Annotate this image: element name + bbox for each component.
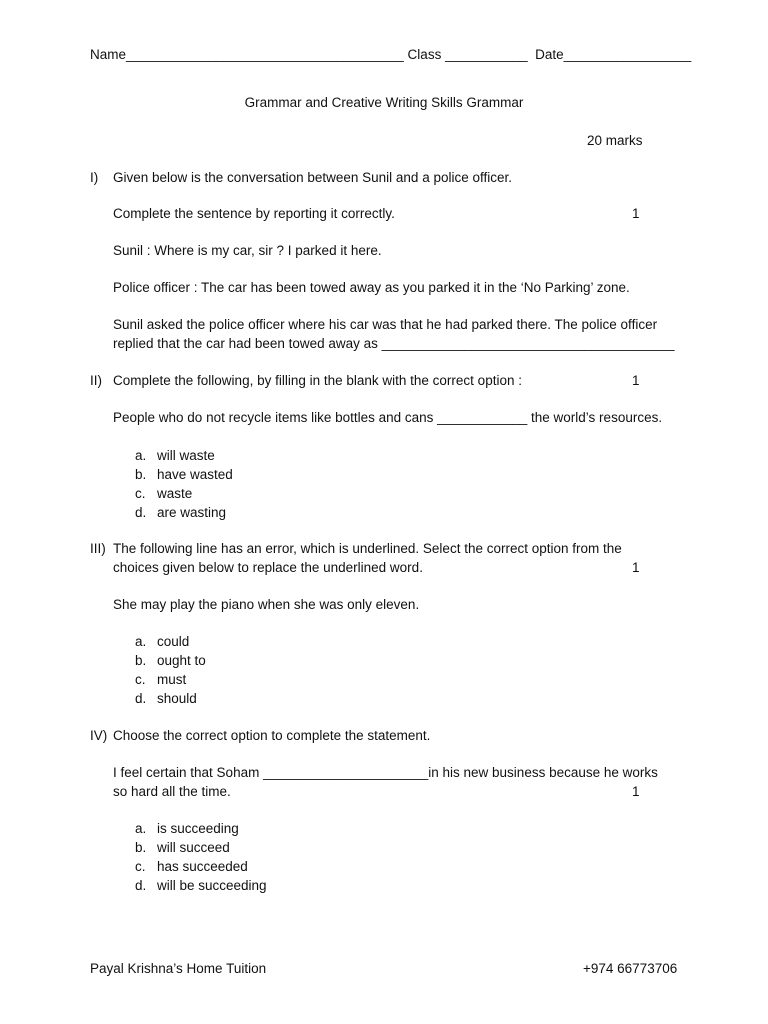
option-item bbox=[113, 876, 267, 895]
option-text: are wasting bbox=[157, 505, 227, 520]
question-1-intro: Given below is the conversation between Sunil and a police officer. bbox=[113, 170, 512, 185]
name-class-date-header: Name_____________________________________ Class ___________ Date_________________ bbox=[90, 47, 692, 62]
option-item bbox=[113, 670, 206, 689]
option-letter: c. bbox=[135, 486, 146, 501]
option-letter: b. bbox=[135, 467, 147, 482]
question-4-instruction: Choose the correct option to complete the statement. bbox=[113, 728, 431, 743]
option-letter: d. bbox=[135, 878, 147, 893]
question-1-marks: 1 bbox=[632, 206, 640, 221]
question-2-marks: 1 bbox=[632, 373, 640, 388]
footer-tuition-name: Payal Krishna’s Home Tuition bbox=[90, 961, 267, 976]
option-item bbox=[113, 651, 206, 670]
option-letter: a. bbox=[135, 821, 147, 836]
question-3-number: III) bbox=[90, 541, 106, 556]
option-item bbox=[113, 632, 206, 651]
option-text: will be succeeding bbox=[157, 878, 267, 893]
page-title: Grammar and Creative Writing Skills Grammar bbox=[244, 95, 524, 110]
question-4-number: IV) bbox=[90, 728, 108, 743]
option-letter: d. bbox=[135, 505, 147, 520]
question-3-instruction-line-1: The following line has an error, which is underlined. Select the correct option from the bbox=[113, 541, 622, 556]
question-4-sentence-line-2: so hard all the time. bbox=[113, 784, 231, 799]
question-1-dialogue-sunil: Sunil : Where is my car, sir ? I parked it here. bbox=[113, 243, 382, 258]
question-4-marks: 1 bbox=[632, 784, 640, 799]
option-letter: c. bbox=[135, 859, 146, 874]
question-1-instruction: Complete the sentence by reporting it correctly. bbox=[113, 206, 395, 221]
question-3-sentence: She may play the piano when she was only eleven. bbox=[113, 597, 420, 612]
total-marks: 20 marks bbox=[587, 133, 643, 148]
option-item bbox=[113, 689, 206, 708]
option-item bbox=[113, 503, 233, 522]
option-item bbox=[113, 465, 233, 484]
option-item bbox=[113, 838, 267, 857]
option-text: ought to bbox=[157, 653, 206, 668]
option-text: have wasted bbox=[157, 467, 233, 482]
question-3-instruction-line-2: choices given below to replace the underlined word. bbox=[113, 560, 423, 575]
question-2-options bbox=[113, 446, 233, 522]
option-letter: b. bbox=[135, 840, 147, 855]
option-item bbox=[113, 857, 267, 876]
question-1-dialogue-officer: Police officer : The car has been towed away as you parked it in the ‘No Parking’ zone. bbox=[113, 280, 630, 295]
option-text: should bbox=[157, 691, 197, 706]
option-item bbox=[113, 446, 233, 465]
question-4-sentence-line-1: I feel certain that Soham ______________________in his new business because he works bbox=[113, 765, 658, 780]
option-letter: b. bbox=[135, 653, 147, 668]
footer-phone-number: +974 66773706 bbox=[583, 961, 678, 976]
question-4-options bbox=[113, 819, 267, 895]
option-text: is succeeding bbox=[157, 821, 239, 836]
option-text: waste bbox=[157, 486, 193, 501]
option-item bbox=[113, 484, 233, 503]
question-2-number: II) bbox=[90, 373, 102, 388]
option-letter: c. bbox=[135, 672, 146, 687]
option-text: will waste bbox=[157, 448, 215, 463]
question-2-instruction: Complete the following, by filling in the blank with the correct option : bbox=[113, 373, 522, 388]
question-1-answer-line-2: replied that the car had been towed away as _______________________________________ bbox=[113, 336, 675, 351]
option-letter: d. bbox=[135, 691, 147, 706]
question-1-number: I) bbox=[90, 170, 99, 185]
question-2-sentence: People who do not recycle items like bottles and cans ____________ the world’s resources. bbox=[113, 410, 663, 425]
option-text: has succeeded bbox=[157, 859, 248, 874]
question-3-marks: 1 bbox=[632, 560, 640, 575]
option-letter: a. bbox=[135, 448, 147, 463]
option-letter: a. bbox=[135, 634, 147, 649]
option-item bbox=[113, 819, 267, 838]
option-text: will succeed bbox=[157, 840, 230, 855]
option-text: could bbox=[157, 634, 190, 649]
question-3-options bbox=[113, 632, 206, 708]
question-1-answer-line-1: Sunil asked the police officer where his car was that he had parked there. The police officer bbox=[113, 317, 658, 332]
option-text: must bbox=[157, 672, 187, 687]
